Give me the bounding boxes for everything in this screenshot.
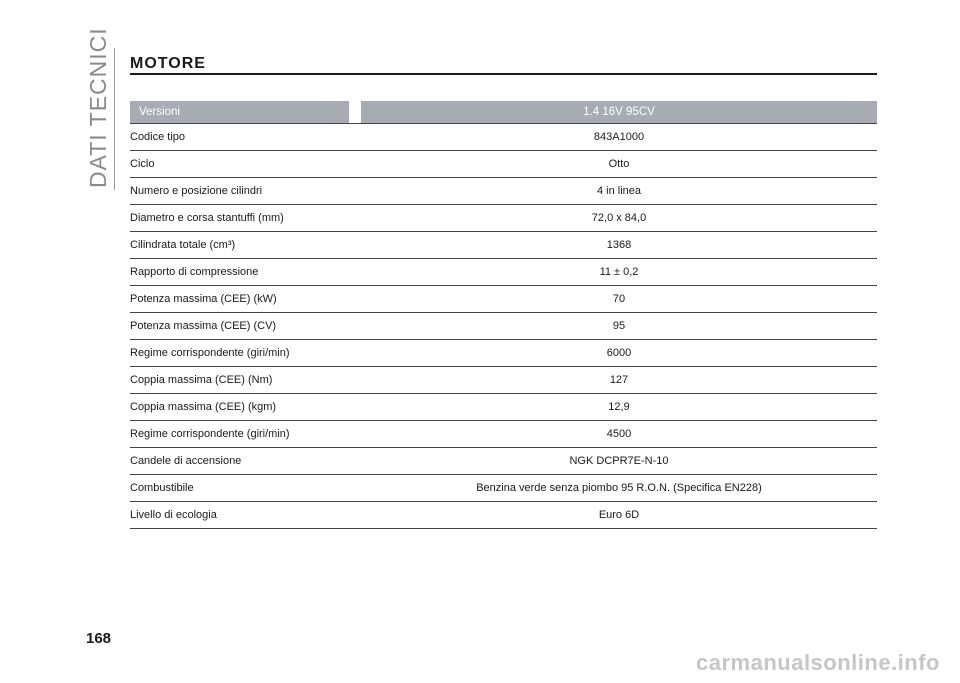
row-value: 70 [361,286,877,313]
header-value: 1.4 16V 95CV [361,101,877,123]
row-label: Ciclo [130,151,361,178]
row-label: Combustibile [130,475,361,502]
table-row [130,340,877,367]
row-label: Livello di ecologia [130,502,361,529]
row-label: Regime corrispondente (giri/min) [130,340,361,367]
row-value: 4 in linea [361,178,877,205]
spec-table [130,101,877,529]
table-row [130,259,877,286]
row-value: 6000 [361,340,877,367]
row-value: Euro 6D [361,502,877,529]
table-row [130,367,877,394]
row-label: Codice tipo [130,123,361,151]
table-row [130,313,877,340]
row-label: Cilindrata totale (cm³) [130,232,361,259]
table-row [130,123,877,151]
table-row [130,475,877,502]
row-value: Benzina verde senza piombo 95 R.O.N. (Specifica EN228) [361,475,877,502]
table-row [130,502,877,529]
row-label: Coppia massima (CEE) (Nm) [130,367,361,394]
table-row [130,232,877,259]
watermark: carmanualsonline.info [696,650,940,675]
row-label: Potenza massima (CEE) (CV) [130,313,361,340]
row-label: Diametro e corsa stantuffi (mm) [130,205,361,232]
section-title: MOTORE [130,55,206,72]
header-label: Versioni [130,101,361,123]
row-value: 4500 [361,421,877,448]
side-tab-label: DATI TECNICI [85,27,111,188]
page-number: 168 [86,630,112,647]
row-value: 1368 [361,232,877,259]
table-row [130,286,877,313]
row-value: 843A1000 [361,123,877,151]
table-row [130,421,877,448]
side-divider [114,48,115,190]
row-value: NGK DCPR7E-N-10 [361,448,877,475]
table-row [130,178,877,205]
table-row [130,448,877,475]
row-label: Coppia massima (CEE) (kgm) [130,394,361,421]
side-tab [78,27,118,188]
row-value: 12,9 [361,394,877,421]
row-label: Rapporto di compressione [130,259,361,286]
table-row [130,394,877,421]
row-label: Numero e posizione cilindri [130,178,361,205]
row-label: Candele di accensione [130,448,361,475]
table-row [130,205,877,232]
row-label: Regime corrispondente (giri/min) [130,421,361,448]
row-value: 72,0 x 84,0 [361,205,877,232]
row-value: Otto [361,151,877,178]
title-rule [130,73,877,75]
table-header-row [130,101,877,123]
row-label: Potenza massima (CEE) (kW) [130,286,361,313]
table-row [130,151,877,178]
row-value: 11 ± 0,2 [361,259,877,286]
row-value: 95 [361,313,877,340]
row-value: 127 [361,367,877,394]
